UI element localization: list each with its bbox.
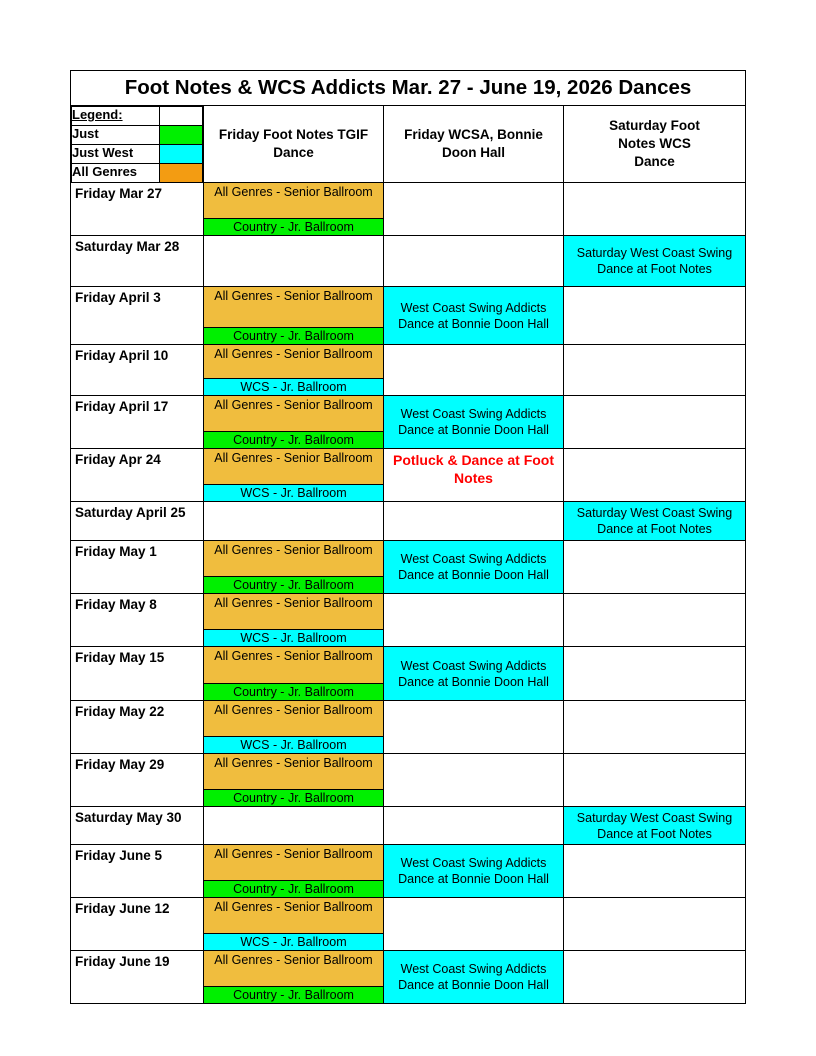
schedule-row bbox=[71, 183, 746, 236]
schedule-row bbox=[71, 449, 746, 502]
legend-heading-swatch bbox=[160, 107, 203, 126]
senior-ballroom-event: All Genres - Senior Ballroom bbox=[204, 898, 383, 933]
wcsa-cell: West Coast Swing Addicts Dance at Bonnie Doon Hall bbox=[384, 951, 564, 1004]
row-date: Saturday Mar 28 bbox=[71, 236, 204, 287]
row-date: Friday Apr 24 bbox=[71, 449, 204, 502]
legend bbox=[71, 106, 204, 183]
wcs-jr-ballroom-event: WCS - Jr. Ballroom bbox=[204, 378, 383, 395]
wcsa-cell bbox=[384, 345, 564, 396]
row-date: Friday May 15 bbox=[71, 647, 204, 701]
schedule-row bbox=[71, 951, 746, 1004]
legend-label-just: Just bbox=[72, 126, 160, 145]
dance-schedule-table bbox=[70, 70, 746, 1004]
saturday-cell: Saturday West Coast Swing Dance at Foot Notes bbox=[564, 502, 746, 541]
header-friday-tgif: Friday Foot Notes TGIF Dance bbox=[204, 106, 384, 183]
tgif-cell bbox=[204, 183, 384, 236]
tgif-cell bbox=[204, 449, 384, 502]
legend-swatch-orange bbox=[160, 164, 203, 183]
saturday-cell bbox=[564, 541, 746, 594]
country-jr-ballroom-event: Country - Jr. Ballroom bbox=[204, 576, 383, 593]
row-date: Friday June 5 bbox=[71, 845, 204, 898]
country-jr-ballroom-event: Country - Jr. Ballroom bbox=[204, 789, 383, 806]
saturday-cell bbox=[564, 594, 746, 647]
tgif-cell bbox=[204, 236, 384, 287]
senior-ballroom-event: All Genres - Senior Ballroom bbox=[204, 396, 383, 431]
senior-ballroom-event: All Genres - Senior Ballroom bbox=[204, 845, 383, 880]
schedule-row bbox=[71, 701, 746, 754]
row-date: Friday April 17 bbox=[71, 396, 204, 449]
schedule-row bbox=[71, 396, 746, 449]
wcsa-cell bbox=[384, 701, 564, 754]
country-jr-ballroom-event: Country - Jr. Ballroom bbox=[204, 986, 383, 1003]
tgif-cell bbox=[204, 951, 384, 1004]
row-date: Saturday April 25 bbox=[71, 502, 204, 541]
saturday-cell bbox=[564, 183, 746, 236]
country-jr-ballroom-event: Country - Jr. Ballroom bbox=[204, 327, 383, 344]
wcsa-cell bbox=[384, 754, 564, 807]
row-date: Saturday May 30 bbox=[71, 807, 204, 845]
schedule-row bbox=[71, 754, 746, 807]
tgif-cell bbox=[204, 845, 384, 898]
country-jr-ballroom-event: Country - Jr. Ballroom bbox=[204, 218, 383, 235]
tgif-cell bbox=[204, 287, 384, 345]
wcsa-cell bbox=[384, 594, 564, 647]
country-jr-ballroom-event: Country - Jr. Ballroom bbox=[204, 880, 383, 897]
wcsa-cell: West Coast Swing Addicts Dance at Bonnie Doon Hall bbox=[384, 287, 564, 345]
schedule-row bbox=[71, 541, 746, 594]
wcsa-cell: West Coast Swing Addicts Dance at Bonnie Doon Hall bbox=[384, 541, 564, 594]
legend-swatch-green bbox=[160, 126, 203, 145]
senior-ballroom-event: All Genres - Senior Ballroom bbox=[204, 345, 383, 378]
country-jr-ballroom-event: Country - Jr. Ballroom bbox=[204, 431, 383, 448]
row-date: Friday May 22 bbox=[71, 701, 204, 754]
wcsa-cell: West Coast Swing Addicts Dance at Bonnie Doon Hall bbox=[384, 845, 564, 898]
page-title: Foot Notes & WCS Addicts Mar. 27 - June 19, 2026 Dances bbox=[71, 71, 746, 106]
saturday-cell bbox=[564, 754, 746, 807]
saturday-cell bbox=[564, 287, 746, 345]
row-date: Friday May 29 bbox=[71, 754, 204, 807]
tgif-cell bbox=[204, 807, 384, 845]
legend-swatch-cyan bbox=[160, 145, 203, 164]
saturday-cell bbox=[564, 845, 746, 898]
wcsa-cell bbox=[384, 502, 564, 541]
schedule-row bbox=[71, 287, 746, 345]
wcsa-cell: West Coast Swing Addicts Dance at Bonnie Doon Hall bbox=[384, 396, 564, 449]
schedule-row bbox=[71, 807, 746, 845]
senior-ballroom-event: All Genres - Senior Ballroom bbox=[204, 951, 383, 986]
legend-table bbox=[71, 106, 203, 182]
schedule-row bbox=[71, 345, 746, 396]
legend-heading: Legend: bbox=[72, 107, 160, 126]
saturday-cell bbox=[564, 701, 746, 754]
tgif-cell bbox=[204, 701, 384, 754]
legend-label-all-genres: All Genres bbox=[72, 164, 160, 183]
wcs-jr-ballroom-event: WCS - Jr. Ballroom bbox=[204, 736, 383, 753]
header-friday-wcsa: Friday WCSA, Bonnie Doon Hall bbox=[384, 106, 564, 183]
tgif-cell bbox=[204, 502, 384, 541]
wcs-jr-ballroom-event: WCS - Jr. Ballroom bbox=[204, 933, 383, 950]
schedule-row bbox=[71, 594, 746, 647]
senior-ballroom-event: All Genres - Senior Ballroom bbox=[204, 701, 383, 736]
wcs-jr-ballroom-event: WCS - Jr. Ballroom bbox=[204, 629, 383, 646]
saturday-cell bbox=[564, 396, 746, 449]
tgif-cell bbox=[204, 898, 384, 951]
row-date: Friday April 10 bbox=[71, 345, 204, 396]
wcsa-cell: West Coast Swing Addicts Dance at Bonnie Doon Hall bbox=[384, 647, 564, 701]
tgif-cell bbox=[204, 541, 384, 594]
schedule-row bbox=[71, 845, 746, 898]
tgif-cell bbox=[204, 754, 384, 807]
tgif-cell bbox=[204, 396, 384, 449]
senior-ballroom-event: All Genres - Senior Ballroom bbox=[204, 449, 383, 484]
senior-ballroom-event: All Genres - Senior Ballroom bbox=[204, 183, 383, 218]
row-date: Friday May 1 bbox=[71, 541, 204, 594]
senior-ballroom-event: All Genres - Senior Ballroom bbox=[204, 594, 383, 629]
header-saturday-foot-notes: Saturday Foot Notes WCS Dance bbox=[564, 106, 746, 183]
wcsa-cell bbox=[384, 898, 564, 951]
schedule-row bbox=[71, 647, 746, 701]
country-jr-ballroom-event: Country - Jr. Ballroom bbox=[204, 683, 383, 700]
saturday-cell: Saturday West Coast Swing Dance at Foot Notes bbox=[564, 807, 746, 845]
row-date: Friday Mar 27 bbox=[71, 183, 204, 236]
row-date: Friday April 3 bbox=[71, 287, 204, 345]
tgif-cell bbox=[204, 647, 384, 701]
schedule-row bbox=[71, 236, 746, 287]
saturday-cell bbox=[564, 345, 746, 396]
tgif-cell bbox=[204, 345, 384, 396]
legend-label-just-west: Just West bbox=[72, 145, 160, 164]
wcsa-cell bbox=[384, 807, 564, 845]
wcsa-cell bbox=[384, 236, 564, 287]
tgif-cell bbox=[204, 594, 384, 647]
wcs-jr-ballroom-event: WCS - Jr. Ballroom bbox=[204, 484, 383, 501]
saturday-cell bbox=[564, 898, 746, 951]
row-date: Friday May 8 bbox=[71, 594, 204, 647]
senior-ballroom-event: All Genres - Senior Ballroom bbox=[204, 754, 383, 789]
senior-ballroom-event: All Genres - Senior Ballroom bbox=[204, 541, 383, 576]
schedule-row bbox=[71, 502, 746, 541]
senior-ballroom-event: All Genres - Senior Ballroom bbox=[204, 287, 383, 327]
senior-ballroom-event: All Genres - Senior Ballroom bbox=[204, 647, 383, 683]
saturday-cell bbox=[564, 647, 746, 701]
wcsa-cell: Potluck & Dance at Foot Notes bbox=[384, 449, 564, 502]
row-date: Friday June 19 bbox=[71, 951, 204, 1004]
row-date: Friday June 12 bbox=[71, 898, 204, 951]
saturday-cell bbox=[564, 449, 746, 502]
wcsa-cell bbox=[384, 183, 564, 236]
saturday-cell: Saturday West Coast Swing Dance at Foot Notes bbox=[564, 236, 746, 287]
schedule-row bbox=[71, 898, 746, 951]
saturday-cell bbox=[564, 951, 746, 1004]
schedule-rows bbox=[71, 183, 746, 1004]
